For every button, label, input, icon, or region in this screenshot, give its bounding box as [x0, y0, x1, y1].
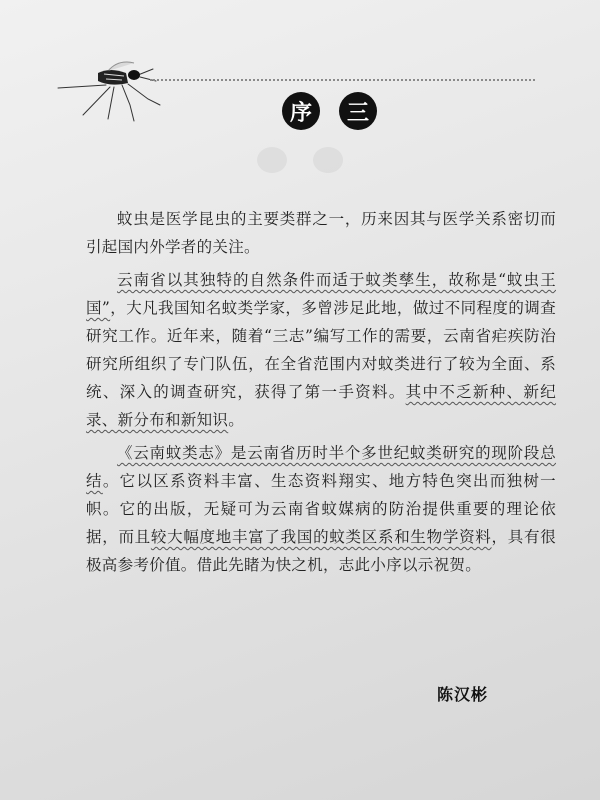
- page-title: [282, 92, 377, 130]
- title-char-2: 三: [339, 92, 377, 130]
- highlight-new-species: 其中不乏新种、新纪录、新分布和新知识: [86, 383, 557, 429]
- highlight-yunnan-mosquito-kingdom: 云南省以其独特的自然条件而适于蚊类孳生，故称是“蚊虫王国”: [86, 271, 556, 317]
- faded-title-shadow: [257, 147, 343, 173]
- highlight-book-summary: 《云南蚊类志》是云南省历时半个多世纪蚊类研究的现阶段总结: [86, 444, 556, 490]
- paragraph-2-text: ，大凡我国知名蚊类学家，多曾涉足此地，做过不同程度的调查研究工作。近年来，随着“三志”编写工作的需要，云南省疟疾防治研究所组织了专门队伍，在全省范围内对蚊类进行了较为全面、系统、深入的调查研究，获得了第一手资料。: [86, 299, 556, 401]
- mosquito-illustration: [48, 55, 168, 125]
- paragraph-2-end: 。: [228, 411, 245, 429]
- paragraph-3-end: ，具有很极高参考价值。借此先睹为快之机，志此小序以示祝贺。: [86, 528, 556, 574]
- preface-body: [86, 205, 556, 584]
- author-signature: 陈汉彬: [437, 685, 489, 704]
- title-char-1: 序: [282, 92, 320, 130]
- faded-circle-2: [313, 147, 343, 173]
- paragraph-3-text: 。它以区系资料丰富、生态资料翔实、地方特色突出而独树一帜。它的出版，无疑可为云南省蚊媒病的防治提供重要的理论依据，而且: [86, 472, 556, 546]
- dotted-rule: [150, 79, 535, 81]
- highlight-enriched-fauna: 较大幅度地丰富了我国的蚊类区系和生物学资料: [150, 528, 492, 546]
- faded-circle-1: [257, 147, 287, 173]
- paragraph-1: 蚊虫是医学昆虫的主要类群之一，历来因其与医学关系密切而引起国内外学者的关注。: [86, 210, 556, 256]
- paragraph-2: [86, 266, 556, 434]
- paragraph-3: [86, 439, 556, 579]
